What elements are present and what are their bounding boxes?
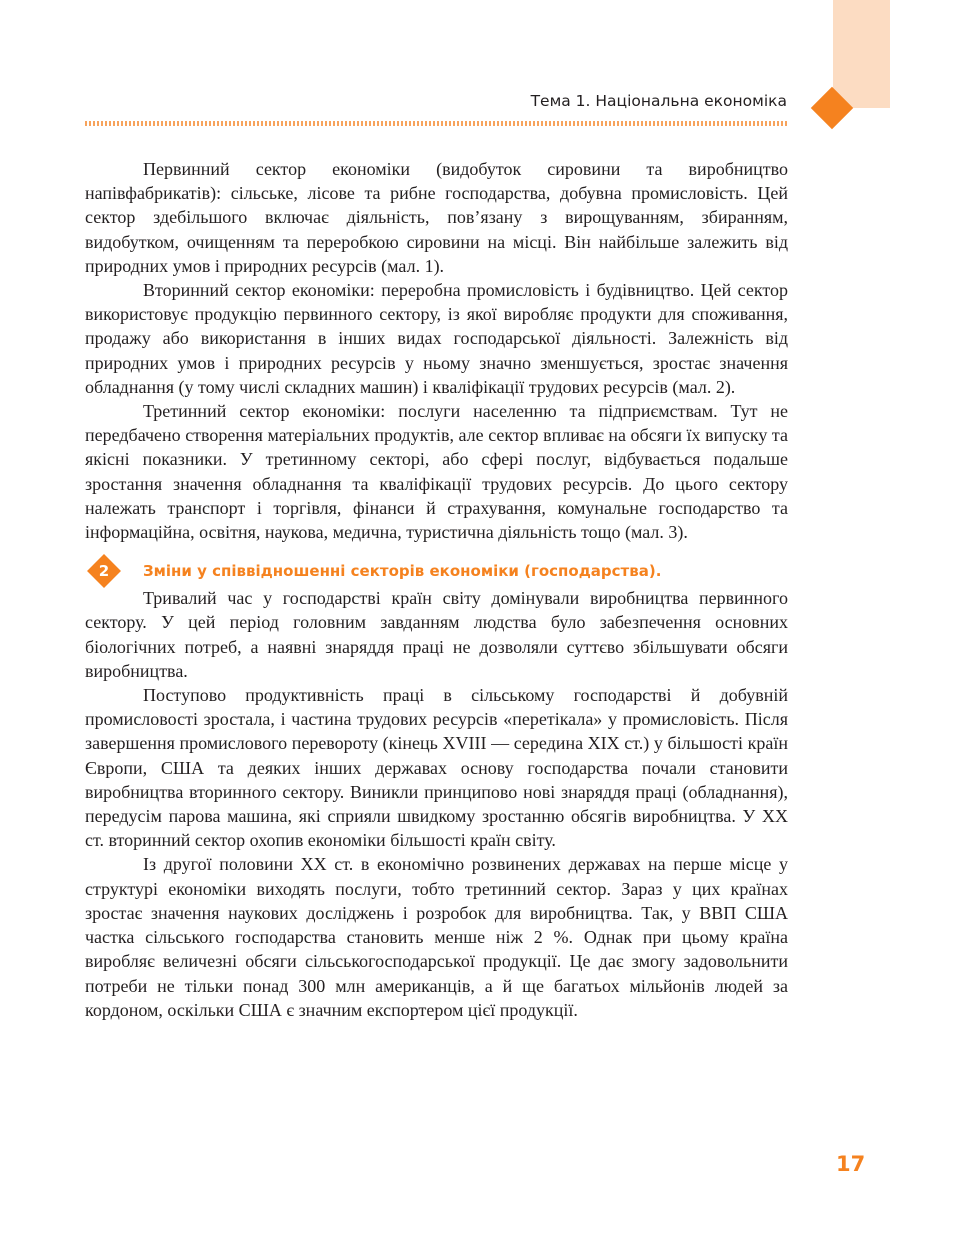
paragraph-tertiary-sector: Третинний сектор економіки: послуги населенню та підприємствам. Тут не передбачено створення матеріальних продуктів, але сектор впливає на обсяги їх випуску та якісні показники. У третинному секторі, або сфері послуг, відбувається подальше зростання значення обладнання та кваліфікації трудових ресурсів. До цього сектору належать транспорт і торгівля, фінанси й страхування, комунальне господарство та інформаційна, освітня, наукова, медична, туристична діяльність тощо (мал. 3).: [85, 401, 788, 543]
corner-tab-decoration: [833, 0, 890, 108]
section-number: 2: [98, 562, 110, 581]
paragraph-industrial-revolution: Поступово продуктивність праці в сільському господарстві й добувній промисловості зростала, і частина трудових ресурсів «перетікала» у промисловість. Після завершення промислового перевороту (кінець XVIII — середина XIX ст.) у більшості країн Європи, США та деяких інших державах основу господарства почали становити виробництва вторинного сектору. Виникли принципово нові знаряддя праці (обладнання), передусім парова машина, які сприяли швидкому зростанню обсягів виробництва. У XX ст. вторинний сектор охопив економіки більшості країн світу.: [85, 685, 788, 851]
header-dotted-rule: [85, 121, 788, 126]
section-heading: [85, 558, 788, 584]
running-header-title: Тема 1. Національна економіка: [530, 92, 787, 110]
page-body: [85, 157, 788, 1022]
section-number-badge-icon: [92, 559, 116, 583]
paragraph-secondary-sector: Вторинний сектор економіки: переробна промисловість і будівництво. Цей сектор використовує продукцію первинного сектору, із якої виробляє продукти для споживання, продажу або використання в інших видах господарської діяльності. Залежність від природних умов і природних ресурсів у ньому значно зменшується, зростає значення обладнання (у тому числі складних машин) і кваліфікації трудових ресурсів (мал. 2).: [85, 280, 788, 397]
page-number: 17: [836, 1152, 866, 1176]
section-title: Зміни у співвідношенні секторів економіки (господарства).: [143, 562, 662, 581]
paragraph-primary-sector: Первинний сектор економіки (видобуток сировини та виробництво напівфабрикатів): сільське, лісове та рибне господарства, добувна промисловість. Цей сектор здебільшого включає діяльність, пов’язану з вирощуванням, збиранням, видобутком, очищенням та переробкою сировини на місці. Він найбільше залежить від природних умов і природних ресурсів (мал. 1).: [85, 159, 788, 276]
paragraph-services-growth: Із другої половини XX ст. в економічно розвинених державах на перше місце у структурі економіки виходять послуги, тобто третинний сектор. Зараз у цих країнах зростає значення наукових досліджень і розробок для виробництва. Так, у ВВП США частка сільського господарства становить менше ніж 2 %. Однак при цьому країна виробляє величезні обсяги сільськогосподарської продукції. Це дає змогу задовольнити потреби не тільки понад 300 млн американців, а й ще багатьох мільйонів людей за кордоном, оскільки США є значним експортером цієї продукції.: [85, 854, 788, 1020]
paragraph-primary-dominance: Тривалий час у господарстві країн світу домінували виробництва первинного сектору. У цей період головним завданням людства було забезпечення основних біологічних потреб, а наявні знаряддя праці не дозволяли суттєво збільшувати обсяги виробництва.: [85, 588, 788, 681]
